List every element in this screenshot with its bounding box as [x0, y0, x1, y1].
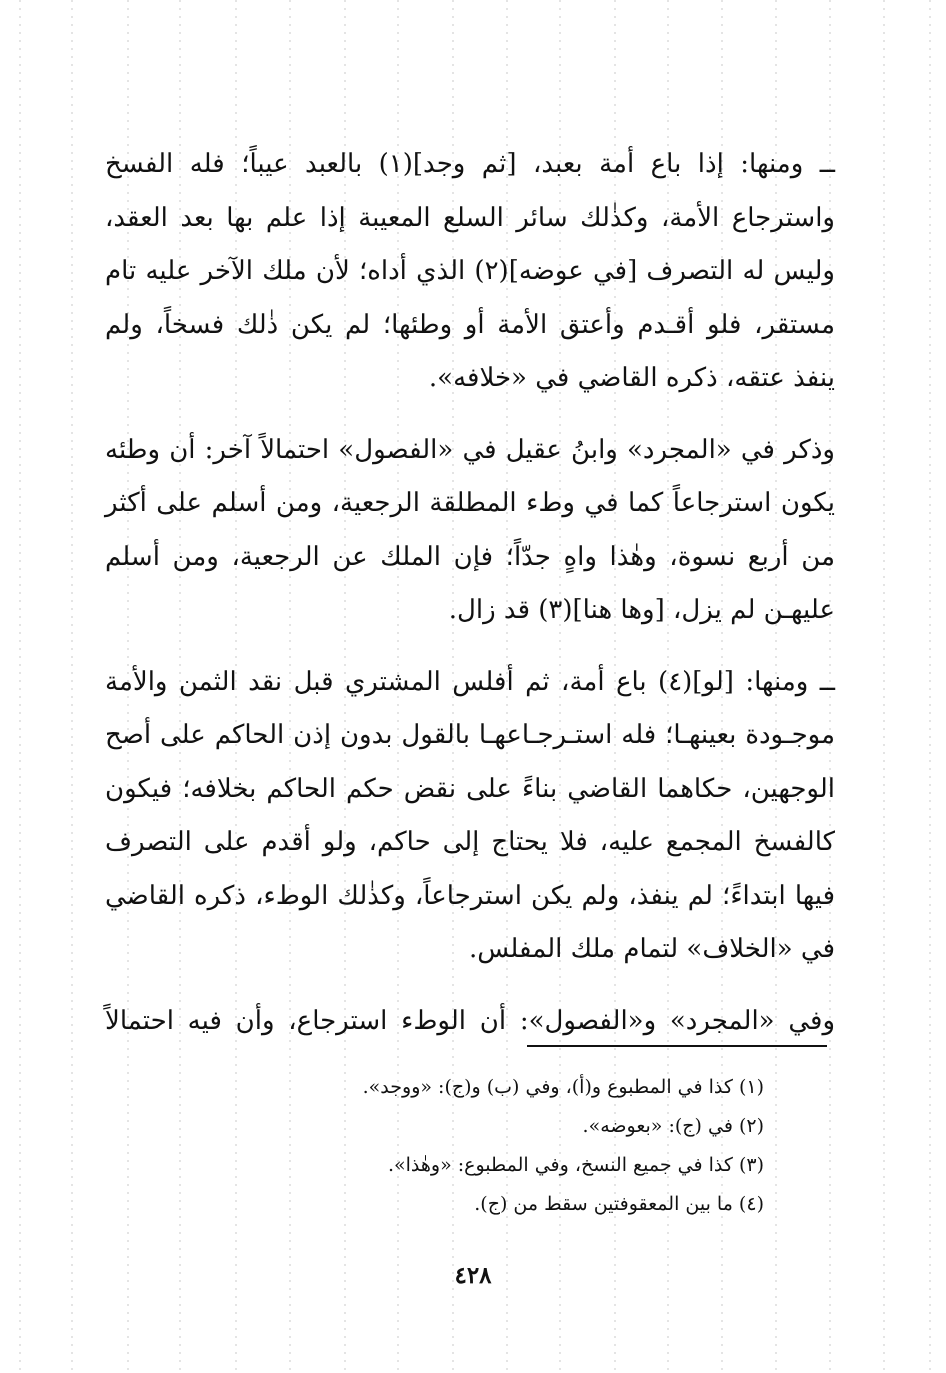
footnote-3: (٣) كذا في جميع النسخ، وفي المطبوع: «وهٰذا».: [387, 1154, 764, 1176]
main-text: [105, 138, 835, 1048]
paragraph-3: ــ ومنها: [لو](٤) باع أمة، ثم أفلس المشتري قبل نقد الثمن والأمة موجـودة بعينهـا؛ فله استـرجـاعهـا بالقول بدون إذن الحاكم على أصح الوجهين، حكاهما القاضي بناءً على نقض حكم الحاكم بخلافه؛ فيكون كالفسخ المجمع عليه، فلا يحتاج إلى حاكم، ولو أقدم على التصرف فيها ابتداءً؛ لم ينفذ، ولم يكن استرجاعاً، وكذٰلك الوطء، ذكره القاضي في «الخلاف» لتمام ملك المفلس.: [105, 666, 835, 964]
footnote-1: (١) كذا في المطبوع و(أ)، وفي (ب) و(ج): «ووجد».: [362, 1076, 764, 1098]
footnote-separator: [527, 1045, 827, 1047]
footnote-4: (٤) ما بين المعقوفتين سقط من (ج).: [474, 1193, 764, 1215]
footnotes: [200, 1068, 764, 1224]
paragraph-2: وذكر في «المجرد» وابنُ عقيل في «الفصول» احتمالاً آخر: أن وطئه يكون استرجاعاً كما في وطء المطلقة الرجعية، ومن أسلم على أكثر من أربع نسوة، وهٰذا واهٍ جدّاً؛ فإن الملك عن الرجعية، ومن أسلم عليهـن لم يزل، [وها هنا](٣) قد زال.: [105, 434, 835, 625]
footnote-2: (٢) في (ج): «بعوضه».: [582, 1115, 764, 1137]
paragraph-1: ــ ومنها: إذا باع أمة بعبد، [ثم وجد](١) بالعبد عيباً؛ فله الفسخ واسترجاع الأمة، وكذٰلك سائر السلع المعيبة إذا علم بها بعد العقد، وليس له التصرف [في عوضه](٢) الذي أداه؛ لأن ملك الآخر عليه تام مستقر، فلو أقـدم وأعتق الأمة أو وطئها؛ لم يكن ذٰلك فسخاً، ولم ينفذ عتقه، ذكره القاضي في «خلافه».: [105, 149, 835, 393]
page-number: ٤٢٨: [454, 1262, 492, 1289]
paragraph-4: وفي «المجرد» و«الفصول»: أن الوطء استرجاع، وأن فيه احتمالاً: [105, 1005, 835, 1036]
